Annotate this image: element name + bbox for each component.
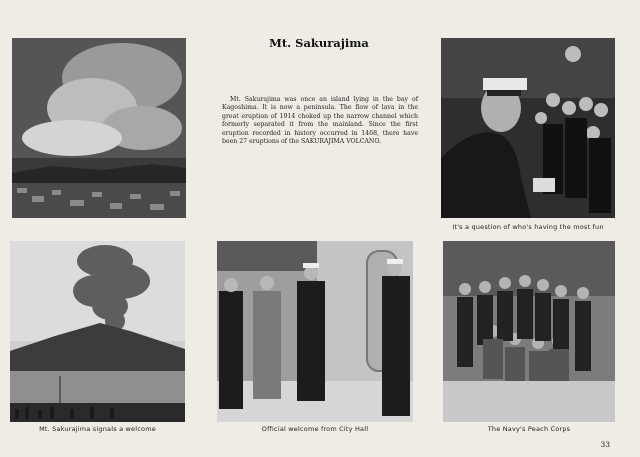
page-title: Mt. Sakurajima [269, 36, 369, 50]
bottom-right-caption: The Navy's Peach Corps [487, 425, 571, 433]
volcano-plume-photo [10, 241, 185, 422]
official-welcome-photo [217, 241, 413, 422]
eruption-over-city-photo [12, 38, 186, 218]
top-right-caption: It's a question of who's having the most fun [452, 223, 604, 231]
bottom-center-caption: Official welcome from City Hall [261, 425, 369, 433]
article-body: Mt. Sakurajima was once an island lying in the bay of Kagoshima. It is now a peninsula. The flow of lava in the great eruption of 1914 choked up the narrow channel which formerly separated it from the mainland. Since the first eruption recorded in history occurred in 1468, there have been 27 eruptions of the SAKURAJIMA VOLCANO. [222, 96, 418, 146]
bottom-left-caption: Mt. Sakurajima signals a welcome [39, 425, 156, 433]
page-number: 33 [600, 440, 610, 449]
peach-corps-photo [443, 241, 615, 422]
officer-with-children-photo [441, 38, 615, 218]
